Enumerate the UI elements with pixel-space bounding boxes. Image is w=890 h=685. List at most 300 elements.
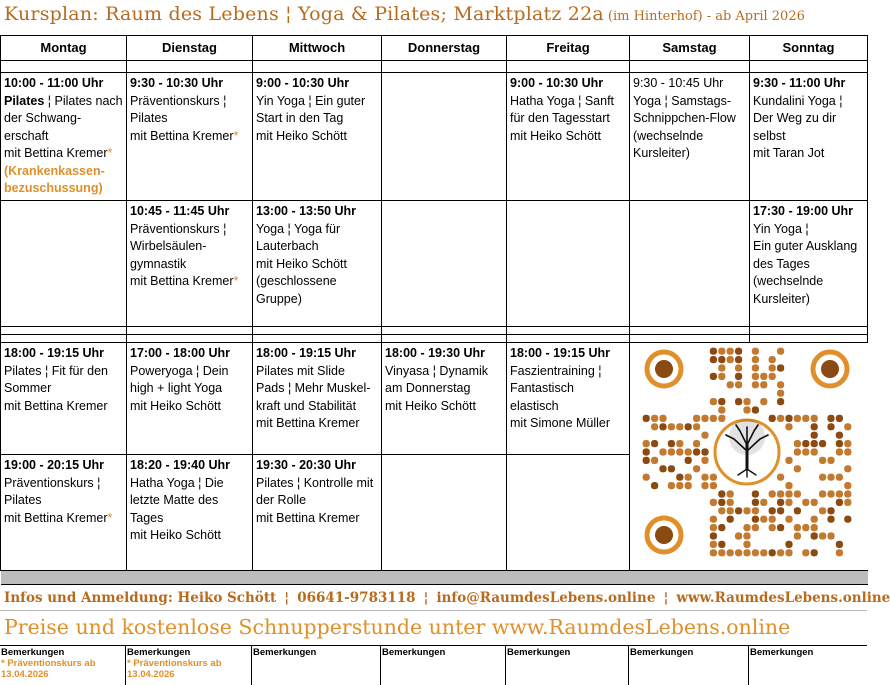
- qr-module: [760, 373, 767, 380]
- slot-title: high + light Yoga: [130, 381, 223, 395]
- slot-title: Hatha Yoga ¦ Sanft: [510, 93, 615, 108]
- schedule-table: [0, 35, 868, 585]
- slot-title: Präventionskurs ¦: [4, 475, 101, 490]
- day-header-monday: Montag: [1, 36, 127, 61]
- slot-title: letzte Matte des: [130, 493, 219, 507]
- qr-module: [727, 356, 734, 363]
- qr-module: [752, 364, 759, 371]
- qr-module: [735, 373, 742, 380]
- qr-module: [668, 423, 675, 430]
- prevention-star: *: [107, 146, 113, 160]
- course-slot: [127, 201, 253, 327]
- qr-module: [802, 549, 809, 556]
- qr-module: [752, 490, 759, 497]
- contact-phone[interactable]: 06641-9783118: [297, 589, 416, 606]
- qr-module: [727, 490, 734, 497]
- slot-title: Yin Yoga ¦ Ein guter: [256, 93, 366, 108]
- qr-module: [710, 549, 717, 556]
- slot-teacher: (wechselnde: [633, 128, 704, 143]
- slot-title: Pilates ¦ Fit für den: [4, 363, 108, 378]
- slot-teacher: mit Bettina Kremer: [130, 274, 234, 288]
- qr-module: [651, 423, 658, 430]
- qr-module: [710, 532, 717, 539]
- empty-slot: [1, 201, 127, 327]
- qr-module: [743, 406, 750, 413]
- course-slot: [507, 343, 630, 455]
- qr-module: [693, 465, 700, 472]
- qr-code-icon[interactable]: [642, 347, 852, 557]
- qr-module: [693, 440, 700, 447]
- remark-cell: [506, 646, 629, 685]
- date-note: - ab April 2026: [706, 9, 805, 24]
- remark-label: Bemerkungen: [1, 647, 65, 658]
- qr-module: [752, 406, 759, 413]
- qr-module: [777, 490, 784, 497]
- day-header-friday: Freitag: [507, 36, 630, 61]
- course-slot: [127, 455, 253, 571]
- qr-module: [769, 373, 776, 380]
- qr-module: [752, 549, 759, 556]
- qr-module: [710, 348, 717, 355]
- qr-module: [836, 432, 843, 439]
- remark-label: Bemerkungen: [127, 647, 191, 658]
- qr-module: [785, 490, 792, 497]
- slot-time: 18:00 - 19:15 Uhr: [256, 346, 357, 360]
- qr-module: [693, 448, 700, 455]
- qr-module: [668, 440, 675, 447]
- qr-module: [718, 541, 725, 548]
- qr-module: [735, 532, 742, 539]
- qr-module: [769, 524, 776, 531]
- qr-module: [827, 490, 834, 497]
- qr-module: [802, 440, 809, 447]
- qr-module: [777, 499, 784, 506]
- spacer-row: [1, 61, 868, 73]
- course-slot: [750, 201, 868, 327]
- slot-time: 9:00 - 10:30 Uhr: [510, 76, 604, 90]
- slot-title: erschaft: [4, 128, 49, 143]
- qr-module: [836, 415, 843, 422]
- qr-module: [676, 448, 683, 455]
- day-header-thursday: Donnerstag: [382, 36, 507, 61]
- qr-module: [844, 490, 851, 497]
- qr-module: [710, 516, 717, 523]
- qr-module: [743, 532, 750, 539]
- course-slot: [750, 73, 868, 201]
- course-slot: [1, 343, 127, 455]
- qr-module: [769, 415, 776, 422]
- qr-module: [710, 482, 717, 489]
- qr-module: [651, 457, 658, 464]
- empty-slot: [382, 73, 507, 201]
- slot-title: Poweryoga ¦ Dein: [130, 363, 229, 378]
- qr-module: [727, 516, 734, 523]
- qr-module: [718, 373, 725, 380]
- slot-teacher: mit Bettina Kremer: [256, 510, 360, 525]
- qr-module: [710, 373, 717, 380]
- qr-module: [811, 448, 818, 455]
- qr-module: [710, 541, 717, 548]
- qr-module: [794, 440, 801, 447]
- qr-module: [727, 381, 734, 388]
- slot-title: kraft und Stabilität: [256, 398, 357, 413]
- day-header-sunday: Sonntag: [750, 36, 868, 61]
- slot-teacher: mit Heiko Schött: [256, 128, 348, 143]
- slot-time: 10:45 - 11:45 Uhr: [130, 204, 230, 218]
- qr-module: [802, 524, 809, 531]
- course-slot: [1, 73, 127, 201]
- qr-module: [811, 415, 818, 422]
- qr-module: [844, 482, 851, 489]
- qr-module: [802, 448, 809, 455]
- qr-module: [819, 440, 826, 447]
- qr-module: [710, 474, 717, 481]
- qr-module: [802, 499, 809, 506]
- qr-module: [735, 398, 742, 405]
- slot-title: Yoga ¦ Samstags-: [633, 93, 731, 108]
- slot-note: Gruppe): [256, 291, 302, 306]
- empty-slot: [382, 455, 507, 571]
- qr-module: [836, 490, 843, 497]
- qr-module: [752, 356, 759, 363]
- qr-module: [727, 549, 734, 556]
- qr-module: [836, 474, 843, 481]
- slot-time: 9:00 - 10:30 Uhr: [256, 76, 350, 90]
- qr-module: [676, 440, 683, 447]
- slot-title: Pilates: [4, 493, 42, 507]
- slot-time: 18:00 - 19:15 Uhr: [4, 346, 105, 360]
- slot-title: Der Weg zu dir: [753, 111, 837, 125]
- qr-module: [777, 381, 784, 388]
- qr-module: [685, 474, 692, 481]
- qr-module: [794, 532, 801, 539]
- slot-teacher: mit Heiko Schött: [510, 128, 602, 143]
- slot-title: Sommer: [4, 381, 52, 395]
- course-slot: [1, 455, 127, 571]
- slot-time: 18:00 - 19:30 Uhr: [385, 346, 486, 360]
- slot-title: Hatha Yoga ¦ Die: [130, 475, 224, 490]
- qr-module: [710, 356, 717, 363]
- slot-teacher: mit Heiko Schött: [130, 528, 222, 542]
- qr-module: [701, 448, 708, 455]
- remark-label: Bemerkungen: [630, 647, 694, 658]
- qr-module: [769, 516, 776, 523]
- slot-title: gymnastik: [130, 256, 187, 271]
- qr-module: [718, 524, 725, 531]
- qr-module: [844, 423, 851, 430]
- course-slot: [253, 201, 382, 327]
- qr-module: [760, 398, 767, 405]
- slot-teacher: (wechselnde: [753, 274, 824, 288]
- slot-note: (Krankenkassen-: [4, 163, 105, 178]
- qr-module: [785, 549, 792, 556]
- qr-module: [727, 348, 734, 355]
- qr-module: [844, 448, 851, 455]
- slot-title: Tages: [130, 510, 164, 525]
- qr-module: [827, 474, 834, 481]
- course-slot: [630, 73, 750, 201]
- prevention-star: *: [233, 274, 239, 288]
- qr-module: [785, 541, 792, 548]
- slot-title: Pilates mit Slide: [256, 363, 345, 378]
- table-row: [1, 343, 868, 455]
- qr-module: [836, 549, 843, 556]
- qr-module: [735, 507, 742, 514]
- qr-module: [769, 490, 776, 497]
- remark-label: Bemerkungen: [507, 647, 571, 658]
- spacer-row: [1, 335, 868, 343]
- remark-note: 13.04.2026: [1, 669, 49, 680]
- qr-module: [685, 448, 692, 455]
- qr-module: [668, 482, 675, 489]
- qr-module: [802, 415, 809, 422]
- qr-module: [794, 465, 801, 472]
- slot-lead: Pilates: [4, 93, 45, 108]
- day-header-tuesday: Dienstag: [127, 36, 253, 61]
- qr-module: [794, 507, 801, 514]
- qr-module: [811, 516, 818, 523]
- page-header: [0, 0, 867, 35]
- qr-module: [819, 474, 826, 481]
- course-slot: [253, 455, 382, 571]
- course-slot: [507, 73, 630, 201]
- qr-module: [735, 381, 742, 388]
- remarks-row: [0, 645, 867, 685]
- qr-module: [760, 381, 767, 388]
- slot-time: 9:30 - 10:45 Uhr: [633, 76, 724, 90]
- qr-module: [777, 415, 784, 422]
- qr-module: [760, 499, 767, 506]
- qr-module: [643, 457, 650, 464]
- day-header-row: [1, 36, 868, 61]
- qr-module: [760, 549, 767, 556]
- qr-module: [777, 390, 784, 397]
- qr-module: [743, 524, 750, 531]
- slot-teacher: mit Simone Müller: [510, 416, 611, 430]
- qr-module: [659, 465, 666, 472]
- qr-module: [785, 516, 792, 523]
- qr-module: [844, 440, 851, 447]
- remark-label: Bemerkungen: [750, 647, 814, 658]
- qr-module: [701, 457, 708, 464]
- qr-module: [651, 482, 658, 489]
- qr-module: [827, 415, 834, 422]
- course-slot: [382, 343, 507, 455]
- empty-slot: [507, 201, 630, 327]
- qr-module: [769, 549, 776, 556]
- qr-module: [659, 415, 666, 422]
- qr-module: [701, 432, 708, 439]
- qr-module: [743, 549, 750, 556]
- remark-cell: [749, 646, 867, 685]
- table-row: [1, 201, 868, 327]
- qr-module: [777, 507, 784, 514]
- qr-module: [676, 474, 683, 481]
- qr-module: [693, 423, 700, 430]
- qr-module: [769, 507, 776, 514]
- day-header-saturday: Samstag: [630, 36, 750, 61]
- slot-title: Schnippchen-Flow: [633, 111, 736, 125]
- qr-module: [811, 432, 818, 439]
- qr-module: [718, 398, 725, 405]
- qr-module: [668, 448, 675, 455]
- qr-module: [769, 356, 776, 363]
- qr-module: [777, 524, 784, 531]
- slot-title: Wirbelsäulen-: [130, 239, 207, 253]
- slot-note: bezuschussung): [4, 181, 103, 195]
- qr-module: [785, 423, 792, 430]
- qr-module: [685, 457, 692, 464]
- qr-module: [777, 364, 784, 371]
- slot-title: der Rolle: [256, 493, 307, 507]
- slot-title: am Donnerstag: [385, 381, 471, 395]
- slot-title: Kundalini Yoga ¦: [753, 93, 843, 108]
- qr-module: [693, 415, 700, 422]
- contact-info-bar: [0, 585, 890, 611]
- qr-module: [785, 482, 792, 489]
- qr-module: [718, 348, 725, 355]
- page-title: Kursplan: Raum des Lebens ¦ Yoga & Pilates; Marktplatz 22a: [4, 3, 604, 25]
- qr-module: [718, 549, 725, 556]
- qr-module: [752, 499, 759, 506]
- qr-module: [836, 499, 843, 506]
- qr-module: [811, 549, 818, 556]
- qr-module: [752, 381, 759, 388]
- qr-module: [794, 448, 801, 455]
- qr-module: [777, 348, 784, 355]
- slot-title: des Tages: [753, 256, 810, 271]
- qr-module: [718, 490, 725, 497]
- qr-module: [794, 490, 801, 497]
- qr-module: [827, 423, 834, 430]
- qr-module: [811, 423, 818, 430]
- slot-time: 9:30 - 10:30 Uhr: [130, 76, 224, 90]
- qr-module: [718, 356, 725, 363]
- qr-module: [819, 490, 826, 497]
- prevention-star: *: [107, 510, 113, 525]
- day-header-wednesday: Mittwoch: [253, 36, 382, 61]
- qr-module: [659, 423, 666, 430]
- remark-note: * Präventionskurs ab: [127, 658, 222, 669]
- qr-module: [827, 457, 834, 464]
- remark-cell: [0, 646, 126, 685]
- qr-module: [811, 532, 818, 539]
- contact-email[interactable]: info@RaumdesLebens.online: [436, 589, 656, 606]
- qr-module: [643, 440, 650, 447]
- qr-module: [827, 507, 834, 514]
- remark-cell: [252, 646, 381, 685]
- slot-note: (geschlossene: [256, 274, 337, 288]
- slot-title: Yoga ¦ Yoga für: [256, 221, 341, 236]
- qr-module: [643, 474, 650, 481]
- contact-name: Infos und Anmeldung: Heiko Schött: [4, 589, 277, 606]
- remark-note: 13.04.2026: [127, 669, 175, 680]
- qr-module: [710, 398, 717, 405]
- empty-slot: [630, 201, 750, 327]
- qr-module: [743, 541, 750, 548]
- qr-module: [752, 373, 759, 380]
- slot-title: elastisch: [510, 398, 559, 413]
- course-slot: [127, 73, 253, 201]
- separator: ¦: [284, 589, 290, 606]
- slot-teacher: Kursleiter): [753, 291, 810, 306]
- qr-module: [743, 398, 750, 405]
- contact-website[interactable]: www.RaumdesLebens.online: [676, 589, 890, 606]
- qr-module: [777, 398, 784, 405]
- qr-module: [760, 516, 767, 523]
- qr-module: [811, 499, 818, 506]
- qr-module: [701, 474, 708, 481]
- slot-teacher: mit Bettina Kremer: [4, 398, 108, 413]
- qr-module: [710, 415, 717, 422]
- qr-module: [785, 415, 792, 422]
- slot-title: Vinyasa ¦ Dynamik: [385, 363, 489, 378]
- slot-teacher: mit Bettina Kremer: [4, 510, 108, 525]
- slot-time: 19:00 - 20:15 Uhr: [4, 458, 105, 472]
- qr-module: [735, 364, 742, 371]
- qr-module: [659, 448, 666, 455]
- qr-module: [794, 415, 801, 422]
- slot-title: ¦ Pilates nach der Schwang-: [4, 93, 123, 125]
- slot-time: 10:00 - 11:00 Uhr: [4, 76, 104, 90]
- slot-time: 9:30 - 11:00 Uhr: [753, 76, 846, 90]
- qr-module: [752, 524, 759, 531]
- slot-teacher: mit Bettina Kremer: [130, 128, 234, 143]
- slot-title: Ein guter Ausklang: [753, 239, 858, 253]
- qr-module: [819, 532, 826, 539]
- qr-module: [811, 440, 818, 447]
- slot-teacher: Kursleiter): [633, 146, 690, 160]
- spacer-row: [1, 327, 868, 335]
- qr-module: [844, 516, 851, 523]
- prevention-star: *: [233, 128, 239, 143]
- qr-module: [752, 348, 759, 355]
- qr-module: [651, 415, 658, 422]
- remark-cell: [381, 646, 506, 685]
- qr-module: [643, 448, 650, 455]
- course-slot: [253, 73, 382, 201]
- slot-title: für den Tagesstart: [510, 111, 610, 125]
- slot-time: 19:30 - 20:30 Uhr: [256, 458, 357, 472]
- qr-module: [651, 440, 658, 447]
- qr-module: [752, 507, 759, 514]
- empty-slot: [507, 455, 630, 571]
- qr-module: [668, 465, 675, 472]
- qr-module: [718, 499, 725, 506]
- slot-time: 17:30 - 19:00 Uhr: [753, 204, 854, 218]
- empty-slot: [382, 201, 507, 327]
- slot-teacher: mit Bettina Kremer: [256, 416, 360, 430]
- qr-module: [827, 532, 834, 539]
- qr-module: [727, 499, 734, 506]
- qr-code-cell: [630, 343, 868, 571]
- slot-title: Pilates: [130, 111, 168, 125]
- remark-note: * Präventionskurs ab: [1, 658, 96, 669]
- qr-module: [735, 549, 742, 556]
- slot-teacher: mit Heiko Schött: [256, 256, 348, 271]
- qr-module: [701, 415, 708, 422]
- qr-module: [685, 482, 692, 489]
- qr-module: [785, 499, 792, 506]
- qr-module: [727, 507, 734, 514]
- qr-module: [752, 516, 759, 523]
- slot-title: Präventionskurs ¦: [130, 93, 227, 108]
- qr-module: [718, 507, 725, 514]
- qr-module: [735, 356, 742, 363]
- slot-title: Pilates ¦ Kontrolle mit: [256, 475, 374, 490]
- qr-module: [643, 415, 650, 422]
- slot-time: 18:20 - 19:40 Uhr: [130, 458, 231, 472]
